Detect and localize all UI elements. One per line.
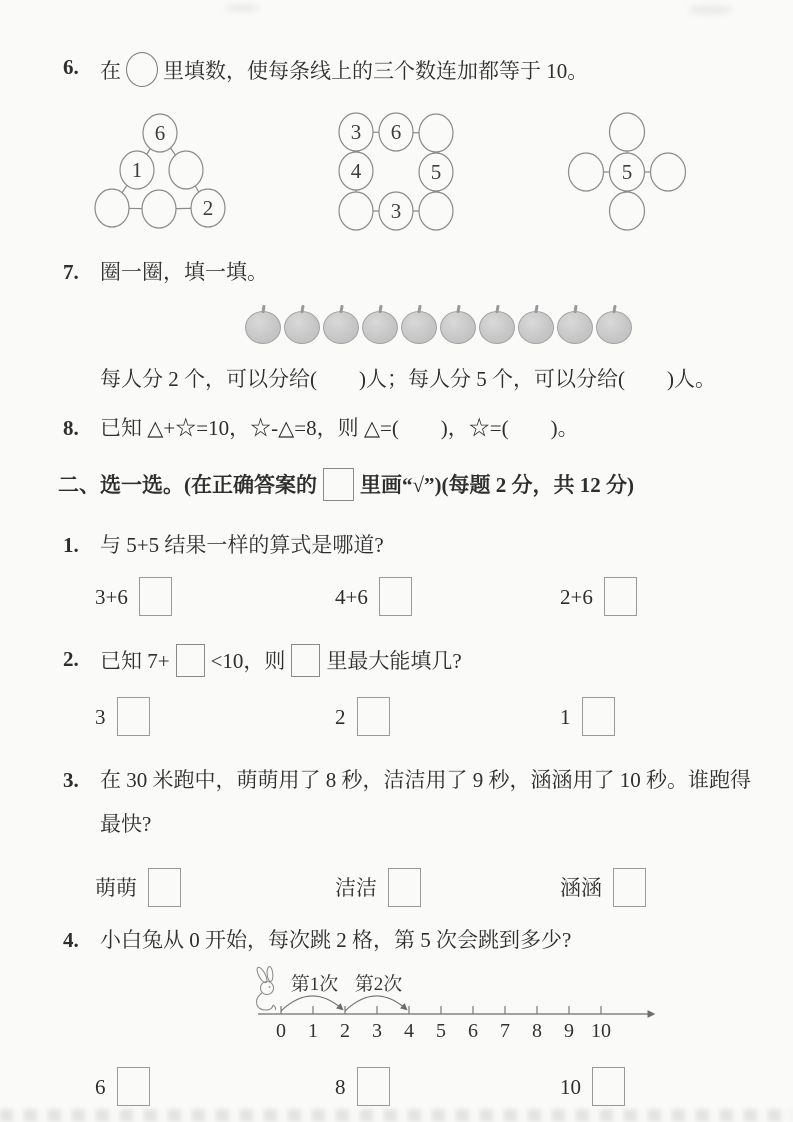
scan-artifact xyxy=(688,5,732,15)
tick-label: 0 xyxy=(276,1020,286,1042)
circle-value: 2 xyxy=(202,196,214,220)
option-label: 洁洁 xyxy=(335,876,377,900)
option-label: 萌萌 xyxy=(95,876,137,900)
question-7 xyxy=(63,257,755,288)
jump-label: 第1次 xyxy=(290,974,339,995)
question-text xyxy=(100,52,755,87)
number-circle[interactable] xyxy=(569,153,604,191)
tick-label: 10 xyxy=(591,1020,611,1042)
tick-label: 1 xyxy=(308,1020,318,1042)
option-label: 8 xyxy=(335,1075,346,1099)
scan-artifact xyxy=(225,4,259,12)
tick-label: 3 xyxy=(372,1020,382,1042)
question-number: 1. xyxy=(63,533,79,557)
q7-fill-line xyxy=(63,364,755,395)
number-circle[interactable] xyxy=(419,192,453,230)
triangle-number-diagram xyxy=(90,111,230,233)
q1-options xyxy=(95,577,793,616)
tick-label: 2 xyxy=(340,1020,350,1042)
number-circle[interactable] xyxy=(610,113,645,151)
question-text-segment: 里最大能填几? xyxy=(326,649,462,673)
option xyxy=(335,697,560,736)
question-8 xyxy=(63,413,755,444)
question-number: 2. xyxy=(63,647,79,671)
answer-checkbox[interactable] xyxy=(388,868,421,907)
answer-checkbox[interactable] xyxy=(604,577,637,616)
circle-value: 5 xyxy=(430,160,441,184)
tick-label: 8 xyxy=(532,1020,542,1042)
option xyxy=(560,577,793,616)
option xyxy=(335,577,560,616)
orange-icon xyxy=(440,311,476,344)
orange-icon xyxy=(245,311,281,344)
option-label: 1 xyxy=(560,705,571,729)
tick-label: 6 xyxy=(468,1020,478,1042)
answer-checkbox[interactable] xyxy=(148,868,181,907)
question-s2-4 xyxy=(63,925,755,956)
tick-label: 5 xyxy=(436,1020,446,1042)
orange-icon xyxy=(518,311,554,344)
orange-icon xyxy=(557,311,593,344)
orange-icon xyxy=(479,311,515,344)
question-s2-2 xyxy=(63,644,755,677)
question-s2-3 xyxy=(63,758,755,846)
question-text: 已知 △+☆=10，☆-△=8，则 △=( )，☆=( )。 xyxy=(100,416,579,440)
blank-checkbox xyxy=(323,468,354,501)
scan-artifact xyxy=(0,1109,793,1122)
option-label: 涵涵 xyxy=(560,876,602,900)
question-s2-1 xyxy=(63,530,755,561)
circle-value: 3 xyxy=(350,120,361,144)
question-number: 6. xyxy=(63,55,79,79)
option xyxy=(95,868,335,907)
option-label: 2 xyxy=(335,705,346,729)
answer-checkbox[interactable] xyxy=(379,577,412,616)
q6-diagrams xyxy=(90,111,693,233)
tick-label: 4 xyxy=(404,1020,414,1042)
option-label: 4+6 xyxy=(335,585,368,609)
question-6 xyxy=(63,0,755,87)
circle-value: 3 xyxy=(390,199,401,223)
answer-checkbox[interactable] xyxy=(613,868,646,907)
number-line-svg xyxy=(248,962,678,1054)
square-number-diagram xyxy=(331,111,461,233)
question-number: 8. xyxy=(63,416,79,440)
number-line-figure xyxy=(248,962,793,1059)
option xyxy=(560,697,793,736)
question-text: 在 30 米跑中，萌萌用了 8 秒，洁洁用了 9 秒，涵涵用了 10 秒。谁跑得最快? xyxy=(100,768,751,836)
number-circle[interactable] xyxy=(419,114,453,152)
number-circle[interactable] xyxy=(651,153,686,191)
number-circle[interactable] xyxy=(339,192,373,230)
option xyxy=(95,577,335,616)
question-text: 与 5+5 结果一样的算式是哪道? xyxy=(100,533,384,557)
option xyxy=(95,697,335,736)
q3-options xyxy=(95,868,793,907)
question-number: 4. xyxy=(63,928,79,952)
answer-checkbox[interactable] xyxy=(592,1067,625,1106)
jump-label: 第2次 xyxy=(354,974,403,995)
answer-checkbox[interactable] xyxy=(117,1067,150,1106)
number-circle[interactable] xyxy=(169,151,203,189)
question-text-segment: <10，则 xyxy=(210,649,286,673)
option xyxy=(560,868,793,907)
orange-icon xyxy=(596,311,632,344)
rabbit-icon xyxy=(255,966,275,1010)
option xyxy=(560,1067,793,1106)
option xyxy=(335,1067,560,1106)
orange-icon xyxy=(284,311,320,344)
cross-number-diagram xyxy=(561,111,693,233)
section-title-segment: 二、选一选。(在正确答案的 xyxy=(58,473,317,497)
option-label: 3 xyxy=(95,705,106,729)
jump-arc xyxy=(345,996,406,1011)
answer-checkbox[interactable] xyxy=(117,697,150,736)
circle-value: 4 xyxy=(350,159,361,183)
orange-row xyxy=(245,302,793,344)
question-text: 小白兔从 0 开始，每次跳 2 格，第 5 次会跳到多少? xyxy=(100,928,572,952)
blank-checkbox xyxy=(291,644,320,677)
orange-icon xyxy=(323,311,359,344)
question-text-segment: 已知 7+ xyxy=(100,649,170,673)
orange-icon xyxy=(362,311,398,344)
indent-spacer xyxy=(63,364,100,395)
question-number: 3. xyxy=(63,768,79,792)
option xyxy=(95,1067,335,1106)
question-number: 7. xyxy=(63,260,79,284)
option-label: 3+6 xyxy=(95,585,128,609)
blank-checkbox xyxy=(176,644,205,677)
question-text-segment: 里填数，使每条线上的三个数连加都等于 10。 xyxy=(163,59,589,83)
question-text-segment: 在 xyxy=(100,59,121,83)
q2-options xyxy=(95,697,793,736)
orange-icon xyxy=(401,311,437,344)
circle-value: 6 xyxy=(390,120,401,144)
circle-value: 5 xyxy=(621,160,633,184)
q4-options xyxy=(95,1067,793,1106)
section-title-segment: 里画“√”)(每题 2 分，共 12 分) xyxy=(360,473,635,497)
tick-label: 7 xyxy=(500,1020,510,1042)
tick-label: 9 xyxy=(564,1020,574,1042)
option-label: 10 xyxy=(560,1075,581,1099)
number-circle[interactable] xyxy=(610,192,645,230)
number-circle[interactable] xyxy=(95,189,129,227)
fill-blank-text: 每人分 2 个，可以分给( )人；每人分 5 个，可以分给( )人。 xyxy=(100,367,716,391)
blank-circle xyxy=(126,52,158,87)
question-text: 圈一圈，填一填。 xyxy=(100,260,268,284)
option-label: 2+6 xyxy=(560,585,593,609)
option-label: 6 xyxy=(95,1075,106,1099)
circle-value: 1 xyxy=(131,158,143,182)
number-circle[interactable] xyxy=(142,190,176,228)
answer-checkbox[interactable] xyxy=(357,697,390,736)
answer-checkbox[interactable] xyxy=(582,697,615,736)
answer-checkbox[interactable] xyxy=(139,577,172,616)
section-2-title xyxy=(58,468,763,502)
question-text xyxy=(100,644,755,677)
answer-checkbox[interactable] xyxy=(357,1067,390,1106)
circle-value: 6 xyxy=(154,121,166,145)
option xyxy=(335,868,560,907)
jump-arc xyxy=(281,996,342,1011)
